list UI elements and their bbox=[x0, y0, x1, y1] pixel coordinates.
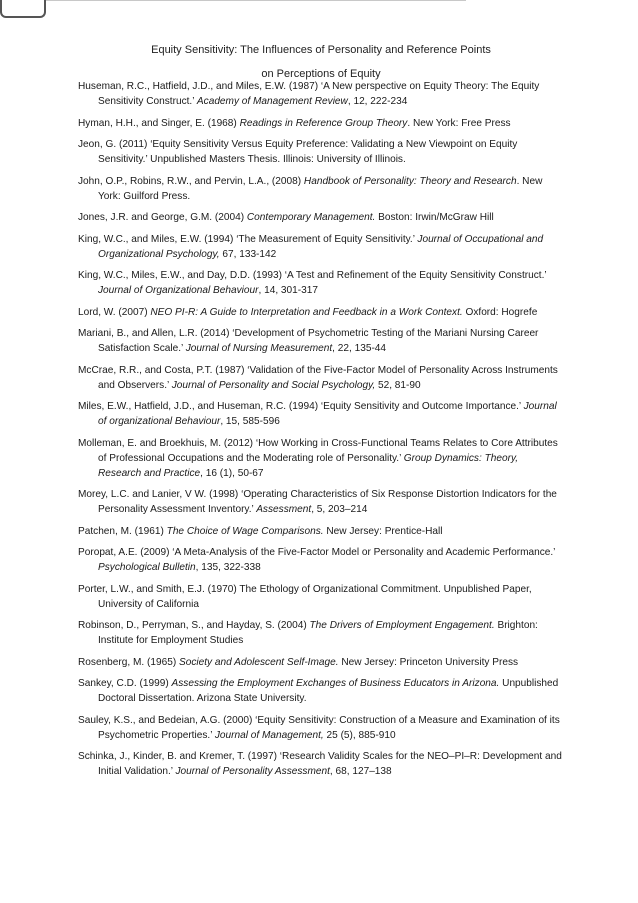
reference-entry bbox=[78, 655, 564, 670]
reference-text: Porter, L.W., and Smith, E.J. (1970) The Ethology of Organizational Commitment. Unpublished Paper, University of California bbox=[78, 583, 532, 610]
reference-text: Lord, W. (2007) bbox=[78, 306, 151, 318]
reference-source-title: Journal of Occupational and Organizational Psychology, bbox=[98, 233, 544, 260]
reference-source-title: NEO PI-R: A Guide to Interpretation and Feedback in a Work Context. bbox=[150, 306, 463, 318]
reference-source-title: Society and Adolescent Self-Image. bbox=[179, 656, 339, 668]
reference-entry bbox=[78, 582, 564, 612]
reference-entry bbox=[78, 268, 564, 298]
reference-details: Brighton: Institute for Employment Studies bbox=[98, 620, 538, 646]
reference-source-title: The Choice of Wage Comparisons. bbox=[166, 525, 324, 537]
reference-text: McCrae, R.R., and Costa, P.T. (1987) ‘Validation of the Five-Factor Model of Personality Across Instruments and Observers.’ bbox=[78, 364, 558, 391]
reference-entry bbox=[78, 749, 564, 779]
header-rule bbox=[46, 0, 466, 1]
reference-entry bbox=[78, 524, 564, 539]
reference-details: New Jersey: Prentice-Hall bbox=[323, 525, 443, 537]
reference-details: . New York: Free Press bbox=[407, 117, 511, 129]
header-bracket-mark bbox=[0, 0, 46, 18]
reference-entry bbox=[78, 79, 564, 109]
reference-details: , 12, 222-234 bbox=[347, 96, 408, 107]
reference-source-title: Journal of Organizational Behaviour bbox=[98, 285, 259, 296]
reference-details: New Jersey: Princeton University Press bbox=[338, 656, 519, 668]
reference-text: Patchen, M. (1961) bbox=[78, 525, 167, 537]
reference-source-title: Psychological Bulletin bbox=[98, 562, 196, 573]
reference-entry bbox=[78, 713, 564, 743]
reference-source-title: Handbook of Personality: Theory and Research bbox=[303, 175, 517, 187]
reference-text: Molleman, E. and Broekhuis, M. (2012) ‘How Working in Cross-Functional Teams Relates to Core Attributes of Professional Occupations and the Moderating role of Personality.’ bbox=[78, 437, 558, 464]
reference-details: . New York: Guilford Press. bbox=[98, 175, 543, 202]
reference-details: , 135, 322-338 bbox=[195, 562, 261, 573]
reference-details: Boston: Irwin/McGraw Hill bbox=[375, 212, 494, 223]
reference-entry bbox=[78, 545, 564, 575]
reference-text: Jones, J.R. and George, G.M. (2004) bbox=[78, 212, 247, 223]
reference-text: Sankey, C.D. (1999) bbox=[78, 678, 172, 689]
reference-text: Hyman, H.H., and Singer, E. (1968) bbox=[78, 117, 240, 129]
reference-source-title: Journal of Personality and Social Psychology, bbox=[171, 379, 376, 391]
reference-entry bbox=[78, 116, 564, 131]
reference-text: King, W.C., Miles, E.W., and Day, D.D. (1993) ‘A Test and Refinement of the Equity Sensitivity Construct.’ bbox=[78, 270, 547, 281]
reference-details: , 14, 301-317 bbox=[258, 285, 318, 296]
reference-text: Jeon, G. (2011) ‘Equity Sensitivity Versus Equity Preference: Validating a New Viewpoint on Equity Sensitivity.’ Unpublished Masters Thesis. Illinois: University of Illinois. bbox=[78, 139, 518, 165]
reference-source-title: Group Dynamics: Theory, Research and Practice bbox=[98, 452, 519, 479]
reference-details: Unpublished Doctoral Dissertation. Arizona State University. bbox=[98, 678, 559, 704]
page-title-line-2: on Perceptions of Equity bbox=[261, 68, 381, 80]
reference-entry bbox=[78, 305, 564, 320]
reference-text: Mariani, B., and Allen, L.R. (2014) ‘Development of Psychometric Testing of the Mariani Nursing Career Satisfaction Scale.’ bbox=[78, 328, 539, 354]
reference-source-title: Journal of Personality Assessment bbox=[175, 766, 330, 777]
reference-entry bbox=[78, 487, 564, 517]
reference-text: King, W.C., and Miles, E.W. (1994) ‘The Measurement of Equity Sensitivity.’ bbox=[78, 233, 418, 245]
reference-source-title: Journal of Management, bbox=[214, 729, 324, 741]
reference-entry bbox=[78, 326, 564, 356]
reference-text: Sauley, K.S., and Bedeian, A.G. (2000) ‘Equity Sensitivity: Construction of a Measure and Examination of its Psychometric Properties.’ bbox=[78, 714, 560, 741]
reference-details: 52, 81-90 bbox=[375, 379, 421, 391]
reference-entry bbox=[78, 137, 564, 167]
page-title-line-1: Equity Sensitivity: The Influences of Personality and Reference Points bbox=[151, 44, 491, 56]
reference-details: Oxford: Hogrefe bbox=[462, 306, 538, 318]
reference-source-title: Assessment bbox=[256, 504, 312, 515]
reference-source-title: Journal of Nursing Measurement bbox=[185, 343, 333, 354]
reference-entry bbox=[78, 363, 564, 393]
reference-details: , 68, 127–138 bbox=[329, 766, 392, 777]
reference-entry bbox=[78, 676, 564, 706]
reference-source-title: Academy of Management Review bbox=[196, 96, 348, 107]
reference-details: , 22, 135-44 bbox=[332, 343, 387, 354]
reference-details: 67, 133-142 bbox=[219, 248, 277, 260]
reference-source-title: Journal of organizational Behaviour bbox=[98, 401, 557, 427]
reference-source-title: The Drivers of Employment Engagement. bbox=[309, 620, 495, 631]
reference-entry bbox=[78, 618, 564, 648]
reference-entry bbox=[78, 232, 564, 262]
reference-details: , 16 (1), 50-67 bbox=[200, 467, 264, 479]
reference-text: Robinson, D., Perryman, S., and Hayday, S. (2004) bbox=[78, 620, 310, 631]
reference-details: , 15, 585-596 bbox=[220, 416, 280, 427]
reference-entry bbox=[78, 399, 564, 429]
reference-text: Miles, E.W., Hatfield, J.D., and Huseman, R.C. (1994) ‘Equity Sensitivity and Outcome Importance.’ bbox=[78, 401, 524, 412]
reference-entry bbox=[78, 210, 564, 225]
reference-source-title: Readings in Reference Group Theory bbox=[239, 117, 408, 129]
reference-text: Schinka, J., Kinder, B. and Kremer, T. (1997) ‘Research Validity Scales for the NEO–PI–R: Development and Initial Validation.’ bbox=[78, 751, 562, 777]
reference-list bbox=[78, 79, 564, 786]
reference-entry bbox=[78, 174, 564, 204]
reference-entry bbox=[78, 436, 564, 481]
reference-text: Rosenberg, M. (1965) bbox=[78, 656, 179, 668]
reference-source-title: Assessing the Employment Exchanges of Business Educators in Arizona. bbox=[171, 678, 500, 689]
reference-text: Poropat, A.E. (2009) ‘A Meta-Analysis of the Five-Factor Model or Personality and Academic Performance.’ bbox=[78, 547, 556, 558]
reference-details: 25 (5), 885-910 bbox=[323, 729, 396, 741]
reference-details: , 5, 203–214 bbox=[311, 504, 368, 515]
reference-text: Huseman, R.C., Hatfield, J.D., and Miles, E.W. (1987) ‘A New perspective on Equity Theory: The Equity Sensitivity Construct.’ bbox=[78, 81, 540, 107]
reference-text: Morey, L.C. and Lanier, V W. (1998) ‘Operating Characteristics of Six Response Distortion Indicators for the Personality Assessment Inventory.’ bbox=[78, 489, 557, 515]
reference-text: John, O.P., Robins, R.W., and Pervin, L.A., (2008) bbox=[78, 175, 304, 187]
reference-source-title: Contemporary Management. bbox=[246, 212, 376, 223]
